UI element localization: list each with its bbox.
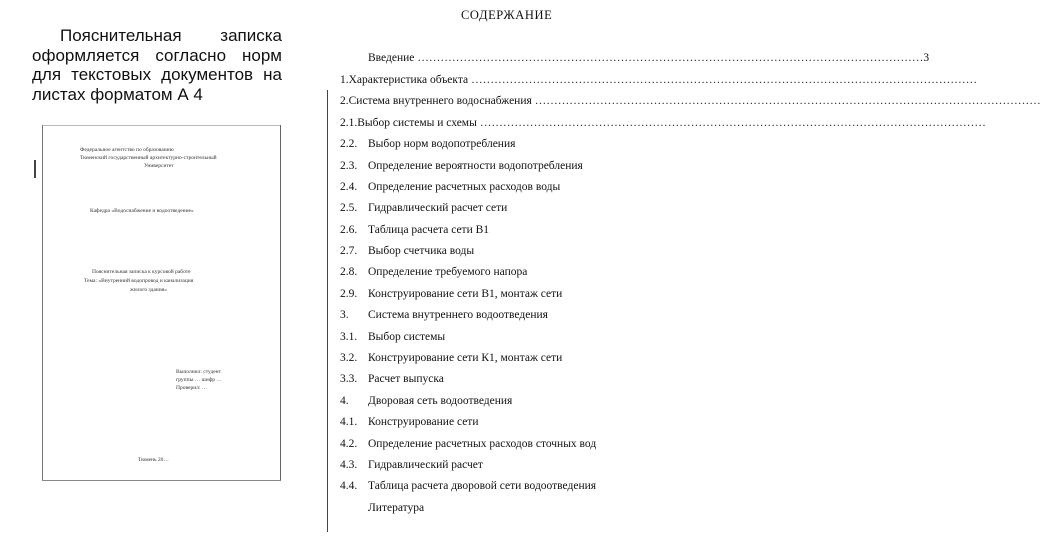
- contents-item: [340, 244, 715, 258]
- contents-item-text: Конструирование сети В1, монтаж сети: [368, 288, 563, 300]
- contents-item-text: Определение расчетных расходов воды: [368, 181, 561, 193]
- thumb-border-right: [280, 125, 281, 481]
- thumb-student-line-3: Проверил: …: [176, 385, 208, 391]
- contents-item-leader: [477, 116, 986, 130]
- contents-item-text: Система внутреннего водоотведения: [368, 309, 548, 321]
- thumb-border-bottom: [42, 480, 281, 481]
- page-edge-mark: [34, 160, 36, 178]
- contents-item-text: Таблица расчета сети В1: [368, 224, 490, 236]
- contents-item: [340, 51, 930, 65]
- contents-item-number: 4.3.: [340, 459, 358, 471]
- contents-item-text: Гидравлический расчет сети: [368, 202, 508, 214]
- contents-item-text: Литература: [368, 502, 425, 514]
- thumb-footer: Тюмень 20…: [138, 457, 169, 463]
- contents-item: [340, 201, 715, 215]
- contents-item-leader: [468, 73, 977, 87]
- contents-item-leader: [532, 94, 1041, 108]
- contents-item: [340, 137, 715, 151]
- contents-item-number: 2.7.: [340, 245, 358, 257]
- contents-item-text: Характеристика объекта: [348, 74, 469, 86]
- contents-item-number: [340, 501, 368, 515]
- contents-item: [340, 73, 715, 87]
- contents-item-text: Конструирование сети: [368, 416, 479, 428]
- contents-item-text: Определение расчетных расходов сточных вод: [368, 438, 597, 450]
- contents-item: [340, 415, 715, 429]
- contents-item-number: 2.9.: [340, 288, 358, 300]
- contents-item: [340, 94, 715, 108]
- contents-item-text: Выбор системы: [368, 331, 446, 343]
- contents-item-text: Система внутреннего водоснабжения: [348, 95, 532, 107]
- contents-item-leader: [414, 51, 923, 65]
- thumb-department: Кафедра «Водоснабжение и водоотведение»: [90, 208, 194, 214]
- contents-item-number: 4.: [340, 395, 349, 407]
- explanatory-note-text: [32, 26, 282, 104]
- contents-item-text: Выбор счетчика воды: [368, 245, 475, 257]
- contents-item-text: Таблица расчета дворовой сети водоотведения: [368, 480, 597, 492]
- contents-item: [340, 180, 715, 194]
- contents-item-number: 3.3.: [340, 373, 358, 385]
- contents-item-text: Конструирование сети К1, монтаж сети: [368, 352, 563, 364]
- contents-item-text: Гидравлический расчет: [368, 459, 483, 471]
- contents-item: [340, 351, 715, 365]
- contents-item: [340, 479, 715, 493]
- thumb-border-left: [42, 125, 43, 481]
- contents-item: [340, 394, 715, 408]
- contents-item-number: 2.5.: [340, 202, 358, 214]
- contents-item: [340, 308, 715, 322]
- title-page-thumbnail: [42, 125, 281, 481]
- contents-item-text: Введение: [368, 52, 415, 64]
- thumb-student-line-2: группы … шифр …: [176, 377, 222, 383]
- contents-item: [340, 265, 715, 279]
- contents-item: [340, 330, 715, 344]
- thumb-student-line-1: Выполнил: студент: [176, 369, 222, 375]
- contents-item-number: 3.1.: [340, 331, 358, 343]
- note-paragraph: Пояснительная записка оформляется согласно норм для текстовых документов на листах форматом А 4: [32, 26, 282, 104]
- contents-item-text: Выбор норм водопотребления: [368, 138, 516, 150]
- contents-item: [340, 116, 715, 130]
- contents-item-number: 3.: [340, 309, 349, 321]
- thumb-work-line-3: жилого здания»: [130, 287, 167, 293]
- contents-item-text: Расчет выпуска: [368, 373, 444, 385]
- contents-page-left-edge: [327, 90, 328, 532]
- contents-item-number: 4.4.: [340, 480, 358, 492]
- contents-item-number: 2.6.: [340, 224, 358, 236]
- contents-item-number: 2.8.: [340, 266, 358, 278]
- contents-item: [340, 223, 715, 237]
- thumb-work-line-2: Тема: «Внутренний водопровод и канализация: [84, 278, 194, 284]
- contents-title: СОДЕРЖАНИЕ: [461, 8, 553, 22]
- contents-item-number: 4.2.: [340, 438, 358, 450]
- contents-item-text: Определение требуемого напора: [368, 266, 528, 278]
- contents-item: [340, 458, 715, 472]
- contents-item-number: 2.: [340, 95, 349, 107]
- contents-item-number: 2.4.: [340, 181, 358, 193]
- thumb-header-line-3: Университет: [144, 163, 174, 169]
- contents-item-page: 3: [923, 52, 930, 64]
- contents-item-number: 2.2.: [340, 138, 358, 150]
- contents-item-text: Выбор системы и схемы: [357, 117, 477, 129]
- thumb-header-line-1: Федеральное агентство по образованию: [80, 147, 174, 153]
- contents-item-text: Дворовая сеть водоотведения: [368, 395, 513, 407]
- contents-item: [340, 437, 715, 451]
- contents-item-number: 2.1.: [340, 117, 358, 129]
- contents-item-number: 4.1.: [340, 416, 358, 428]
- contents-item-number: 3.2.: [340, 352, 358, 364]
- thumb-header-line-2: Тюменский государственный архитектурно-строительный: [80, 155, 217, 161]
- contents-item: [340, 501, 715, 515]
- contents-item: [340, 372, 715, 386]
- contents-item-number: 1.: [340, 74, 349, 86]
- contents-item: [340, 287, 715, 301]
- contents-item-number: 2.3.: [340, 160, 358, 172]
- thumb-border-top: [42, 125, 281, 126]
- contents-item: [340, 159, 715, 173]
- thumb-work-line-1: Пояснительная записка к курсовой работе: [92, 269, 191, 275]
- contents-item-text: Определение вероятности водопотребления: [368, 160, 583, 172]
